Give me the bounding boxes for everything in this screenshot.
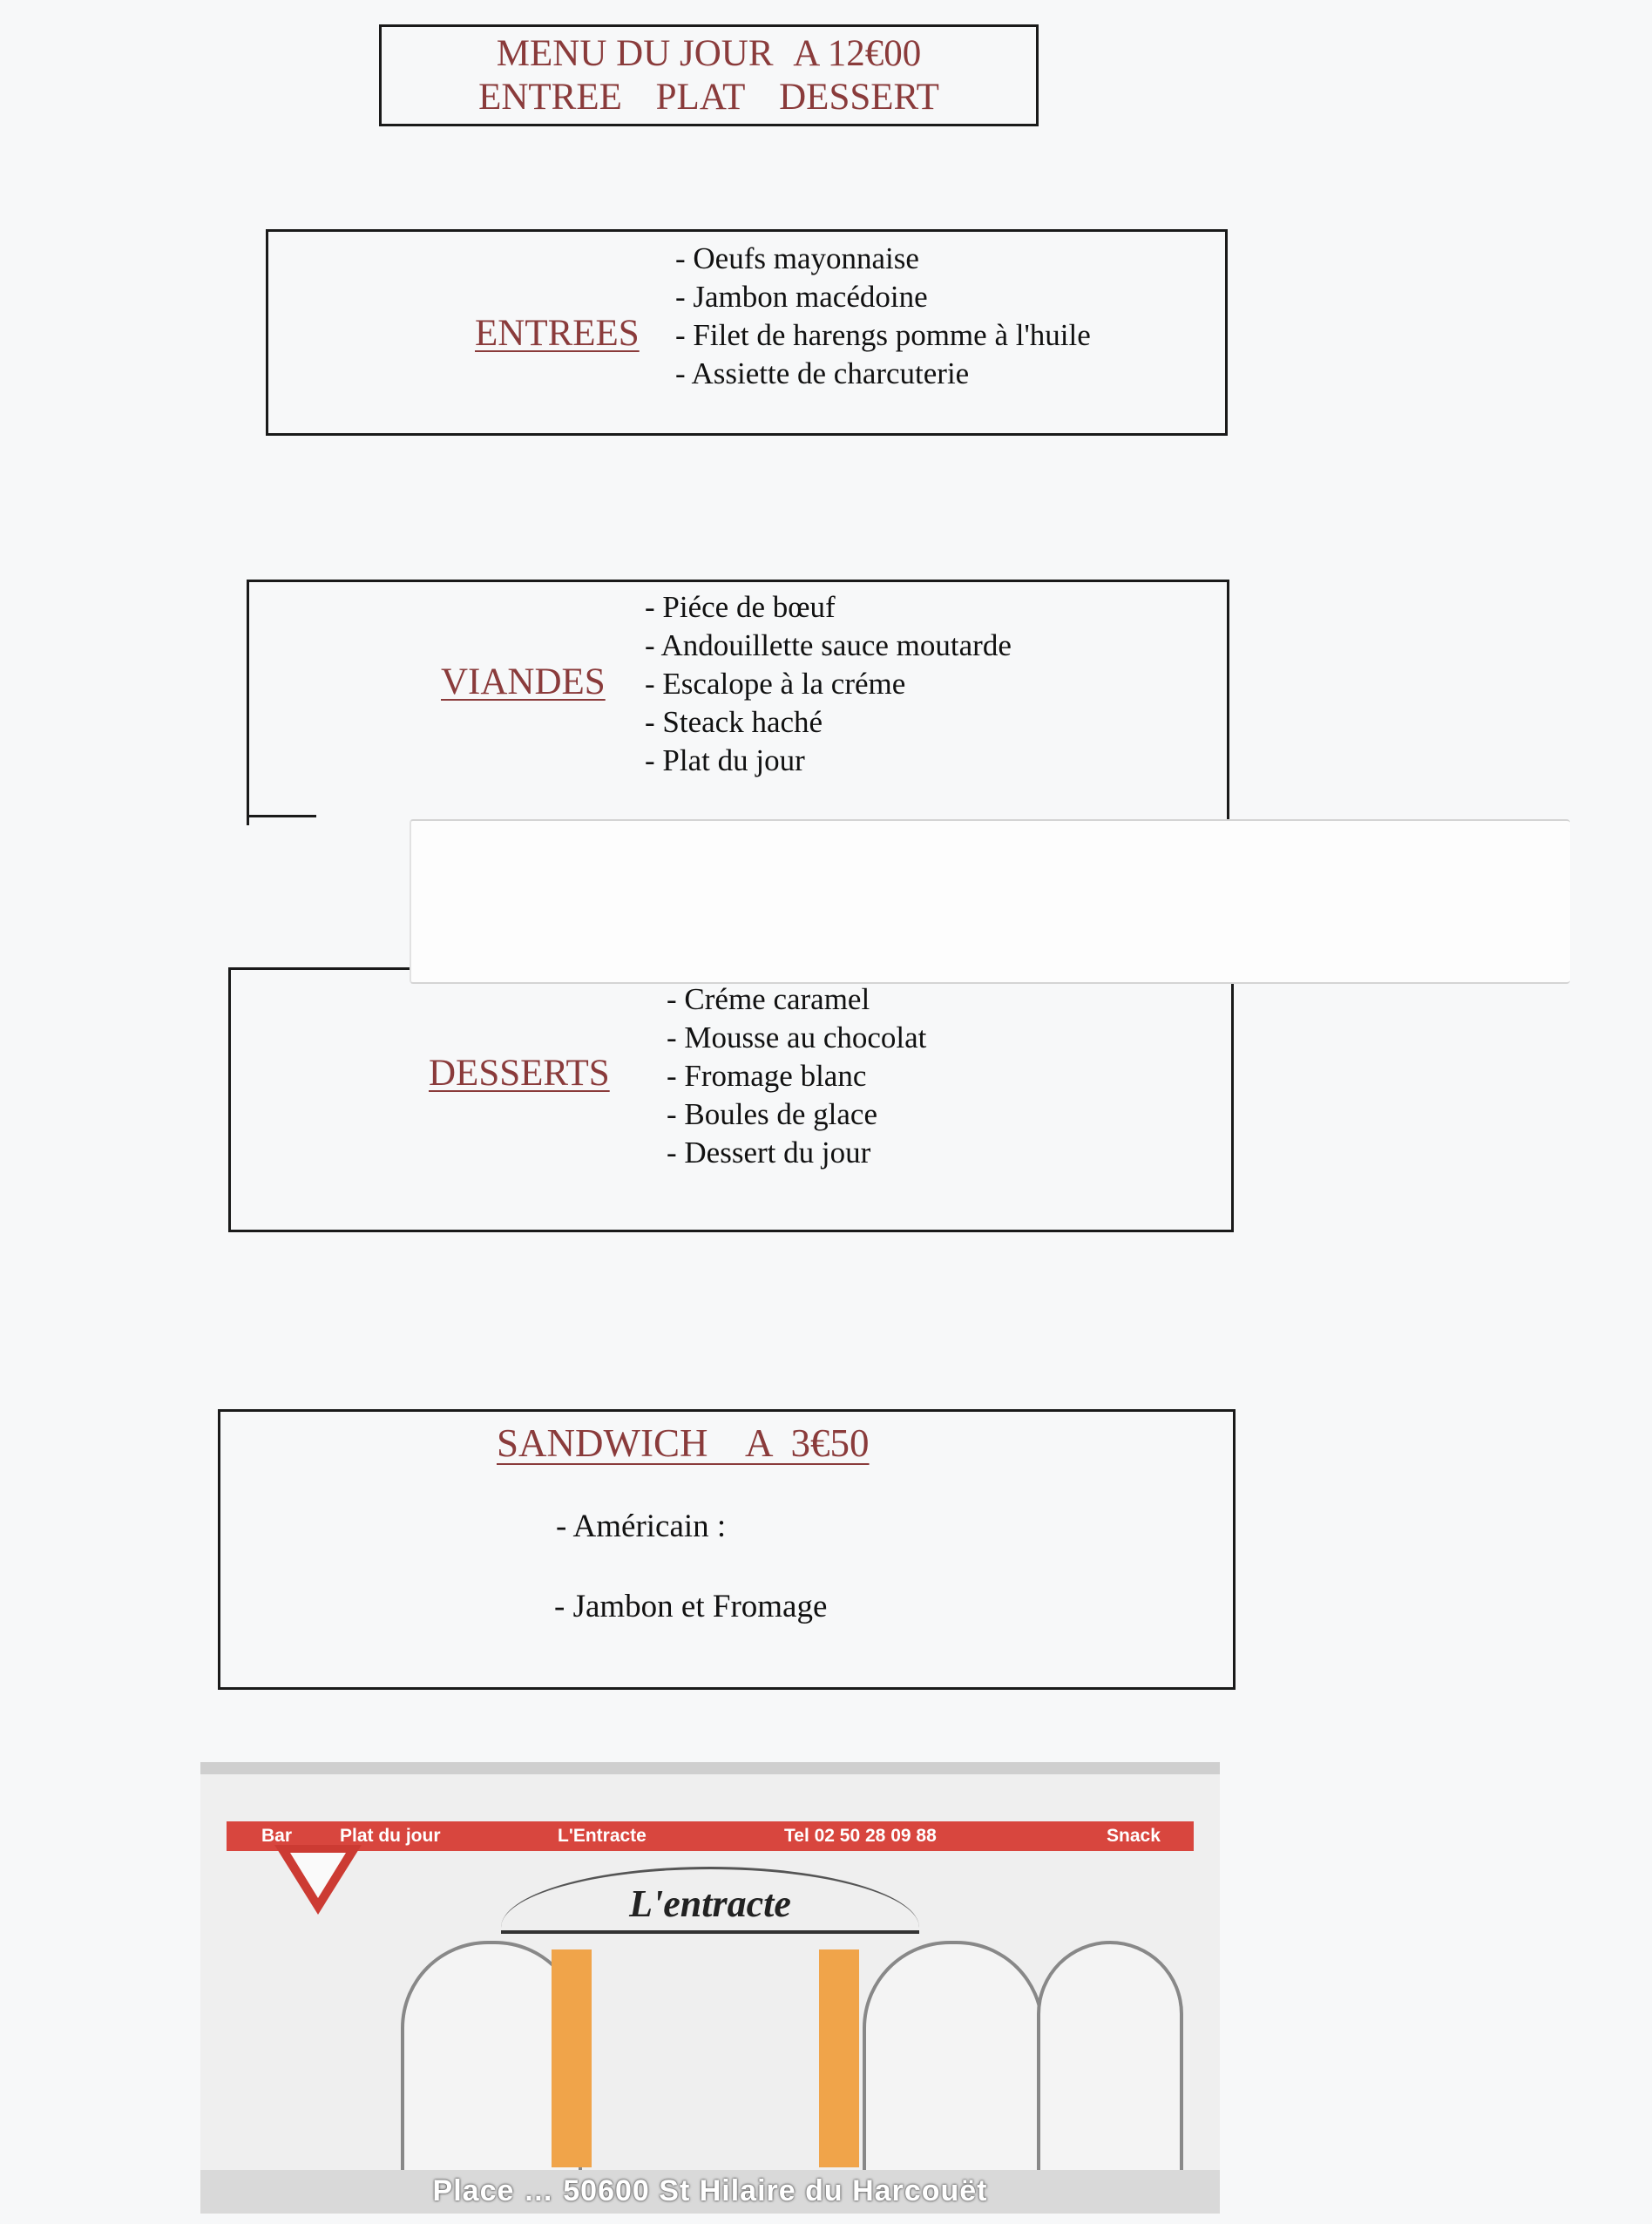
- window-arch-far-right: [1037, 1941, 1183, 2171]
- entrees-list: [675, 240, 1091, 393]
- awning: [227, 1821, 1194, 1851]
- menu-header-line1: [382, 32, 1036, 76]
- list-item: - Andouillette sauce moutarde: [645, 627, 1012, 665]
- viandes-box-bottom-edge: [247, 815, 316, 817]
- list-item: - Filet de harengs pomme à l'huile: [675, 316, 1091, 355]
- menu-header: [379, 24, 1039, 126]
- sandwich-item-americain: - Américain :: [556, 1509, 727, 1544]
- entrees-title: ENTREES: [475, 313, 640, 354]
- awning-text-phone: Tel 02 50 28 09 88: [784, 1826, 937, 1846]
- menu-header-line2: [382, 76, 1036, 119]
- list-item: - Steack haché: [645, 703, 1012, 742]
- awning-text-name: L'Entracte: [558, 1826, 647, 1846]
- menu-price: A 12€00: [793, 33, 922, 74]
- viandes-title: VIANDES: [441, 661, 606, 702]
- pillar-left: [552, 1949, 592, 2167]
- awning-text-plat: Plat du jour: [340, 1826, 441, 1846]
- course-dessert: DESSERT: [779, 77, 939, 118]
- list-item: - Oeufs mayonnaise: [675, 240, 1091, 278]
- desserts-list: [667, 980, 926, 1172]
- list-item: - Mousse au chocolat: [667, 1019, 926, 1057]
- list-item: - Assiette de charcuterie: [675, 355, 1091, 393]
- list-item: - Fromage blanc: [667, 1057, 926, 1095]
- list-item: - Plat du jour: [645, 742, 1012, 780]
- course-plat: PLAT: [655, 77, 746, 118]
- list-item: - Dessert du jour: [667, 1134, 926, 1172]
- viandes-list: [645, 588, 1012, 780]
- list-item: - Créme caramel: [667, 980, 926, 1019]
- yield-sign-inner: [290, 1853, 346, 1898]
- pillar-right: [819, 1949, 859, 2167]
- shop-sign: L'entracte: [501, 1867, 919, 1934]
- list-item: - Jambon macédoine: [675, 278, 1091, 316]
- storefront-photo: [200, 1762, 1220, 2214]
- sandwich-item-jambon-fromage: - Jambon et Fromage: [554, 1589, 828, 1624]
- awning-text-bar: Bar: [261, 1826, 293, 1846]
- list-item: - Boules de glace: [667, 1095, 926, 1134]
- course-entree: ENTREE: [478, 77, 622, 118]
- list-item: - Piéce de bœuf: [645, 588, 1012, 627]
- menu-du-jour-label: MENU DU JOUR: [496, 33, 774, 74]
- photo-top-bar: [200, 1762, 1220, 1774]
- desserts-title: DESSERTS: [429, 1053, 610, 1094]
- window-arch-right: [863, 1941, 1044, 2171]
- overlapping-paper-card: [410, 819, 1570, 984]
- awning-text-snack: Snack: [1107, 1826, 1161, 1846]
- photo-address-caption: Place … 50600 St Hilaire du Harcouët: [432, 2174, 988, 2207]
- sandwich-title: SANDWICH A 3€50: [497, 1421, 870, 1465]
- list-item: - Escalope à la créme: [645, 665, 1012, 703]
